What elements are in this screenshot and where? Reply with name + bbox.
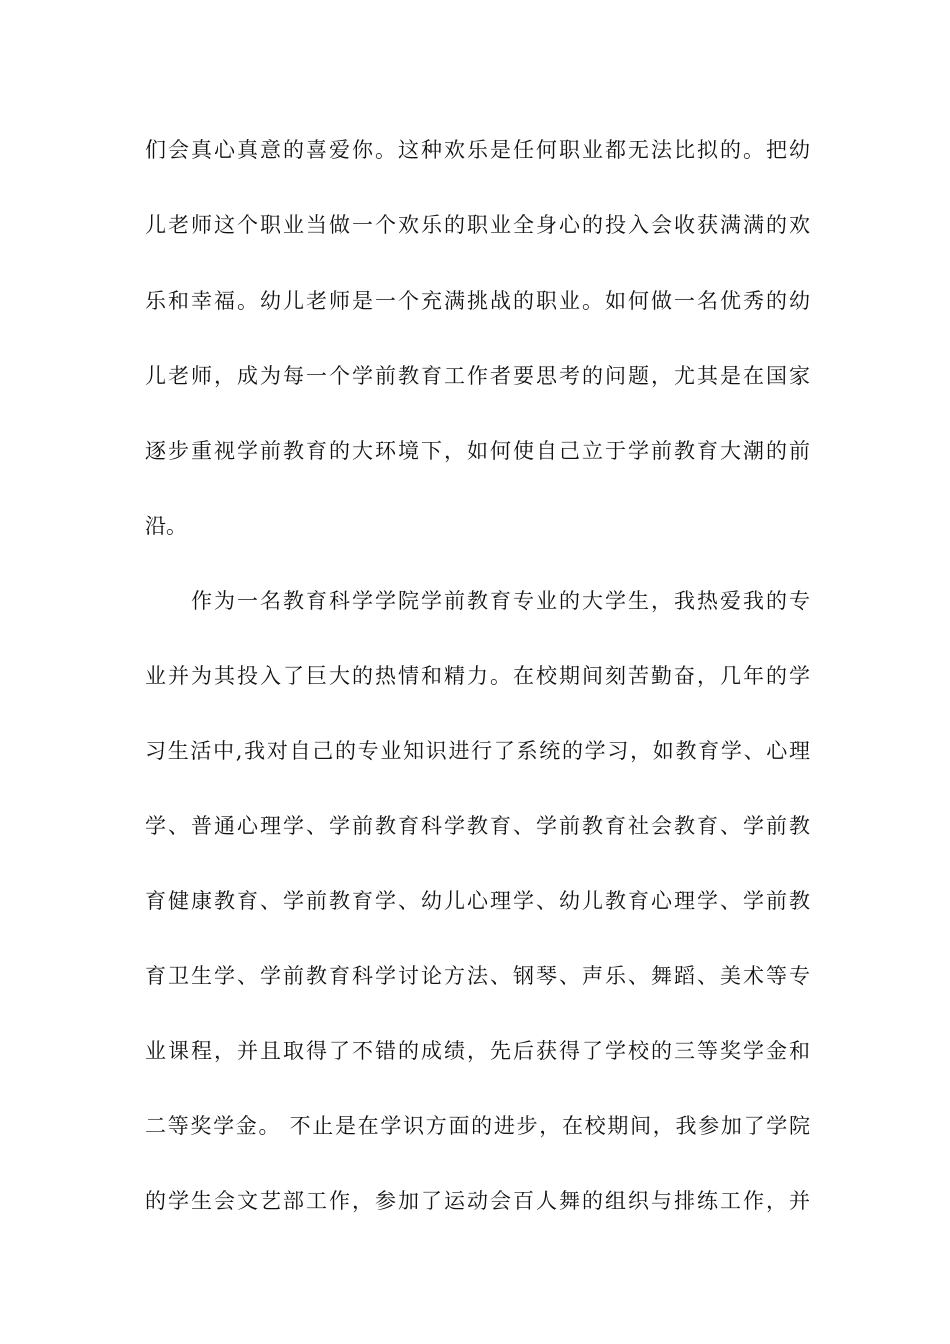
text-line-6: 沿。 [145, 514, 187, 538]
text-line-10: 学、普通心理学、学前教育科学教育、学前教育社会教育、学前教 [145, 814, 810, 838]
text-line-15: 的学生会文艺部工作，参加了运动会百人舞的组织与排练工作，并 [145, 1189, 810, 1213]
text-line-3: 乐和幸福。幼儿老师是一个充满挑战的职业。如何做一名优秀的幼 [145, 289, 810, 313]
text-line-1: 们会真心真意的喜爱你。这种欢乐是任何职业都无法比拟的。把幼 [145, 138, 810, 162]
text-line-13: 业课程，并且取得了不错的成绩，先后获得了学校的三等奖学金和 [145, 1039, 810, 1063]
text-line-11: 育健康教育、学前教育学、幼儿心理学、幼儿教育心理学、学前教 [145, 889, 810, 913]
text-line-8: 业并为其投入了巨大的热情和精力。在校期间刻苦勤奋，几年的学 [145, 664, 810, 688]
text-line-12: 育卫生学、学前教育科学讨论方法、钢琴、声乐、舞蹈、美术等专 [145, 964, 810, 988]
text-line-14: 二等奖学金。 不止是在学识方面的进步，在校期间，我参加了学院 [145, 1114, 810, 1138]
text-line-4: 儿老师，成为每一个学前教育工作者要思考的问题，尤其是在国家 [145, 364, 810, 388]
text-line-9: 习生活中,我对自己的专业知识进行了系统的学习，如教育学、心理 [145, 739, 810, 763]
text-line-7: 作为一名教育科学学院学前教育专业的大学生，我热爱我的专 [145, 589, 810, 613]
text-line-5: 逐步重视学前教育的大环境下，如何使自己立于学前教育大潮的前 [145, 439, 810, 463]
text-line-2: 儿老师这个职业当做一个欢乐的职业全身心的投入会收获满满的欢 [145, 213, 810, 237]
